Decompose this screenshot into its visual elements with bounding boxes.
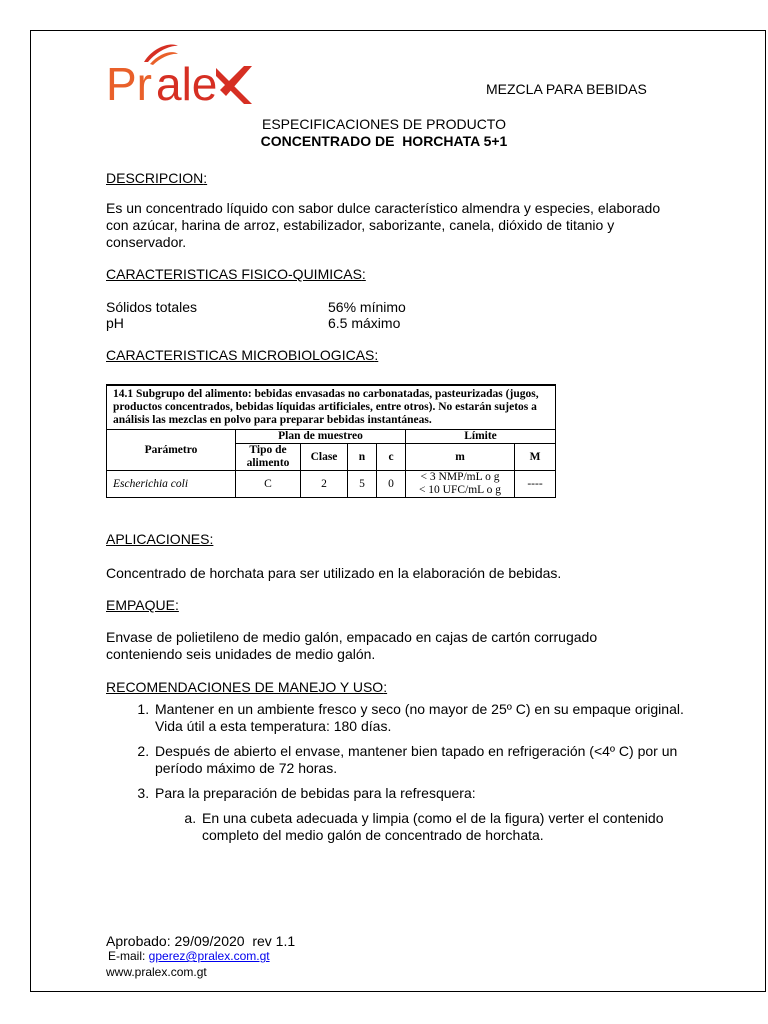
col-c: c bbox=[377, 444, 406, 471]
cell-clase: 2 bbox=[301, 471, 348, 498]
svg-text:ale: ale bbox=[156, 58, 218, 108]
product-name: CONCENTRADO DE HORCHATA 5+1 bbox=[260, 133, 508, 149]
cell-m: < 3 NMP/mL o g < 10 UFC/mL o g bbox=[406, 471, 515, 498]
email-link[interactable]: gperez@pralex.com.gt bbox=[148, 949, 270, 963]
microbiology-table bbox=[106, 384, 556, 498]
col-M: M bbox=[515, 444, 556, 471]
empaque-text: Envase de polietileno de medio galón, empacado en cajas de cartón corrugado conteniendo seis unidades de medio galón. bbox=[106, 629, 598, 662]
pralex-logo bbox=[106, 40, 256, 108]
col-n: n bbox=[348, 444, 377, 471]
aplicaciones-text: Concentrado de horchata para ser utilizado en la elaboración de bebidas. bbox=[106, 565, 562, 581]
col-plan: Plan de muestreo bbox=[236, 430, 406, 444]
list-item: 3. Para la preparación de bebidas para la refresquera: a. En una cubeta adecuada y limpia (como el de la figura) verter el contenido completo del medio galón de concentrado de horchata. bbox=[153, 785, 713, 844]
email-line: E-mail: gperez@pralex.com.gt bbox=[108, 949, 270, 963]
cell-c: 0 bbox=[377, 471, 406, 498]
fisicoquimicas-heading: CARACTERISTICAS FISICO-QUIMICAS: bbox=[106, 266, 366, 282]
sub-list-item: a. En una cubeta adecuada y limpia (como el de la figura) verter el contenido completo del medio galón de concentrado de horchata. bbox=[200, 810, 713, 844]
approval-line: Aprobado: 29/09/2020 rev 1.1 bbox=[106, 933, 296, 949]
descripcion-text: Es un concentrado líquido con sabor dulce característico almendra y especies, elaborado con azúcar, harina de arroz, estabilizador, saborizante, canela, dióxido de titanio y conservador. bbox=[106, 200, 661, 250]
aplicaciones-heading: APLICACIONES: bbox=[106, 531, 214, 547]
table-row bbox=[107, 471, 556, 498]
col-clase: Clase bbox=[301, 444, 348, 471]
cell-parametro: Escherichia coli bbox=[107, 471, 236, 498]
prop-label: pH bbox=[106, 315, 124, 331]
col-tipo: Tipo de alimento bbox=[236, 444, 301, 471]
empaque-heading: EMPAQUE: bbox=[106, 597, 179, 613]
col-limite: Límite bbox=[406, 430, 556, 444]
cell-M: ---- bbox=[515, 471, 556, 498]
sub-list bbox=[155, 810, 713, 844]
document-category: MEZCLA PARA BEBIDAS bbox=[486, 81, 647, 97]
spec-title: ESPECIFICACIONES DE PRODUCTO bbox=[261, 116, 506, 132]
prop-value: 56% mínimo bbox=[328, 299, 406, 315]
svg-text:Pr: Pr bbox=[106, 58, 152, 108]
cell-tipo: C bbox=[236, 471, 301, 498]
website[interactable]: www.pralex.com.gt bbox=[106, 965, 207, 979]
prop-label: Sólidos totales bbox=[106, 299, 198, 315]
recomendaciones-list bbox=[106, 701, 713, 852]
col-m: m bbox=[406, 444, 515, 471]
col-parametro: Parámetro bbox=[107, 430, 236, 471]
cell-n: 5 bbox=[348, 471, 377, 498]
prop-value: 6.5 máximo bbox=[328, 315, 401, 331]
recomendaciones-heading: RECOMENDACIONES DE MANEJO Y USO: bbox=[106, 679, 388, 695]
microbiologicas-heading: CARACTERISTICAS MICROBIOLOGICAS: bbox=[106, 347, 379, 363]
list-item: 2. Después de abierto el envase, mantener bien tapado en refrigeración (<4º C) por un período máximo de 72 horas. bbox=[153, 743, 713, 777]
descripcion-heading: DESCRIPCION: bbox=[106, 170, 208, 186]
list-item: 1. Mantener en un ambiente fresco y seco (no mayor de 25º C) en su empaque original. Vida útil a esta temperatura: 180 días. bbox=[153, 701, 713, 735]
table-title: 14.1 Subgrupo del alimento: bebidas envasadas no carbonatadas, pasteurizadas (jugos, productos concentrados, bebidas líquidas artificiales, entre otros). No estarán sujetos a análisis las mezclas en polvo para preparar bebidas instantáneas. bbox=[107, 385, 556, 430]
